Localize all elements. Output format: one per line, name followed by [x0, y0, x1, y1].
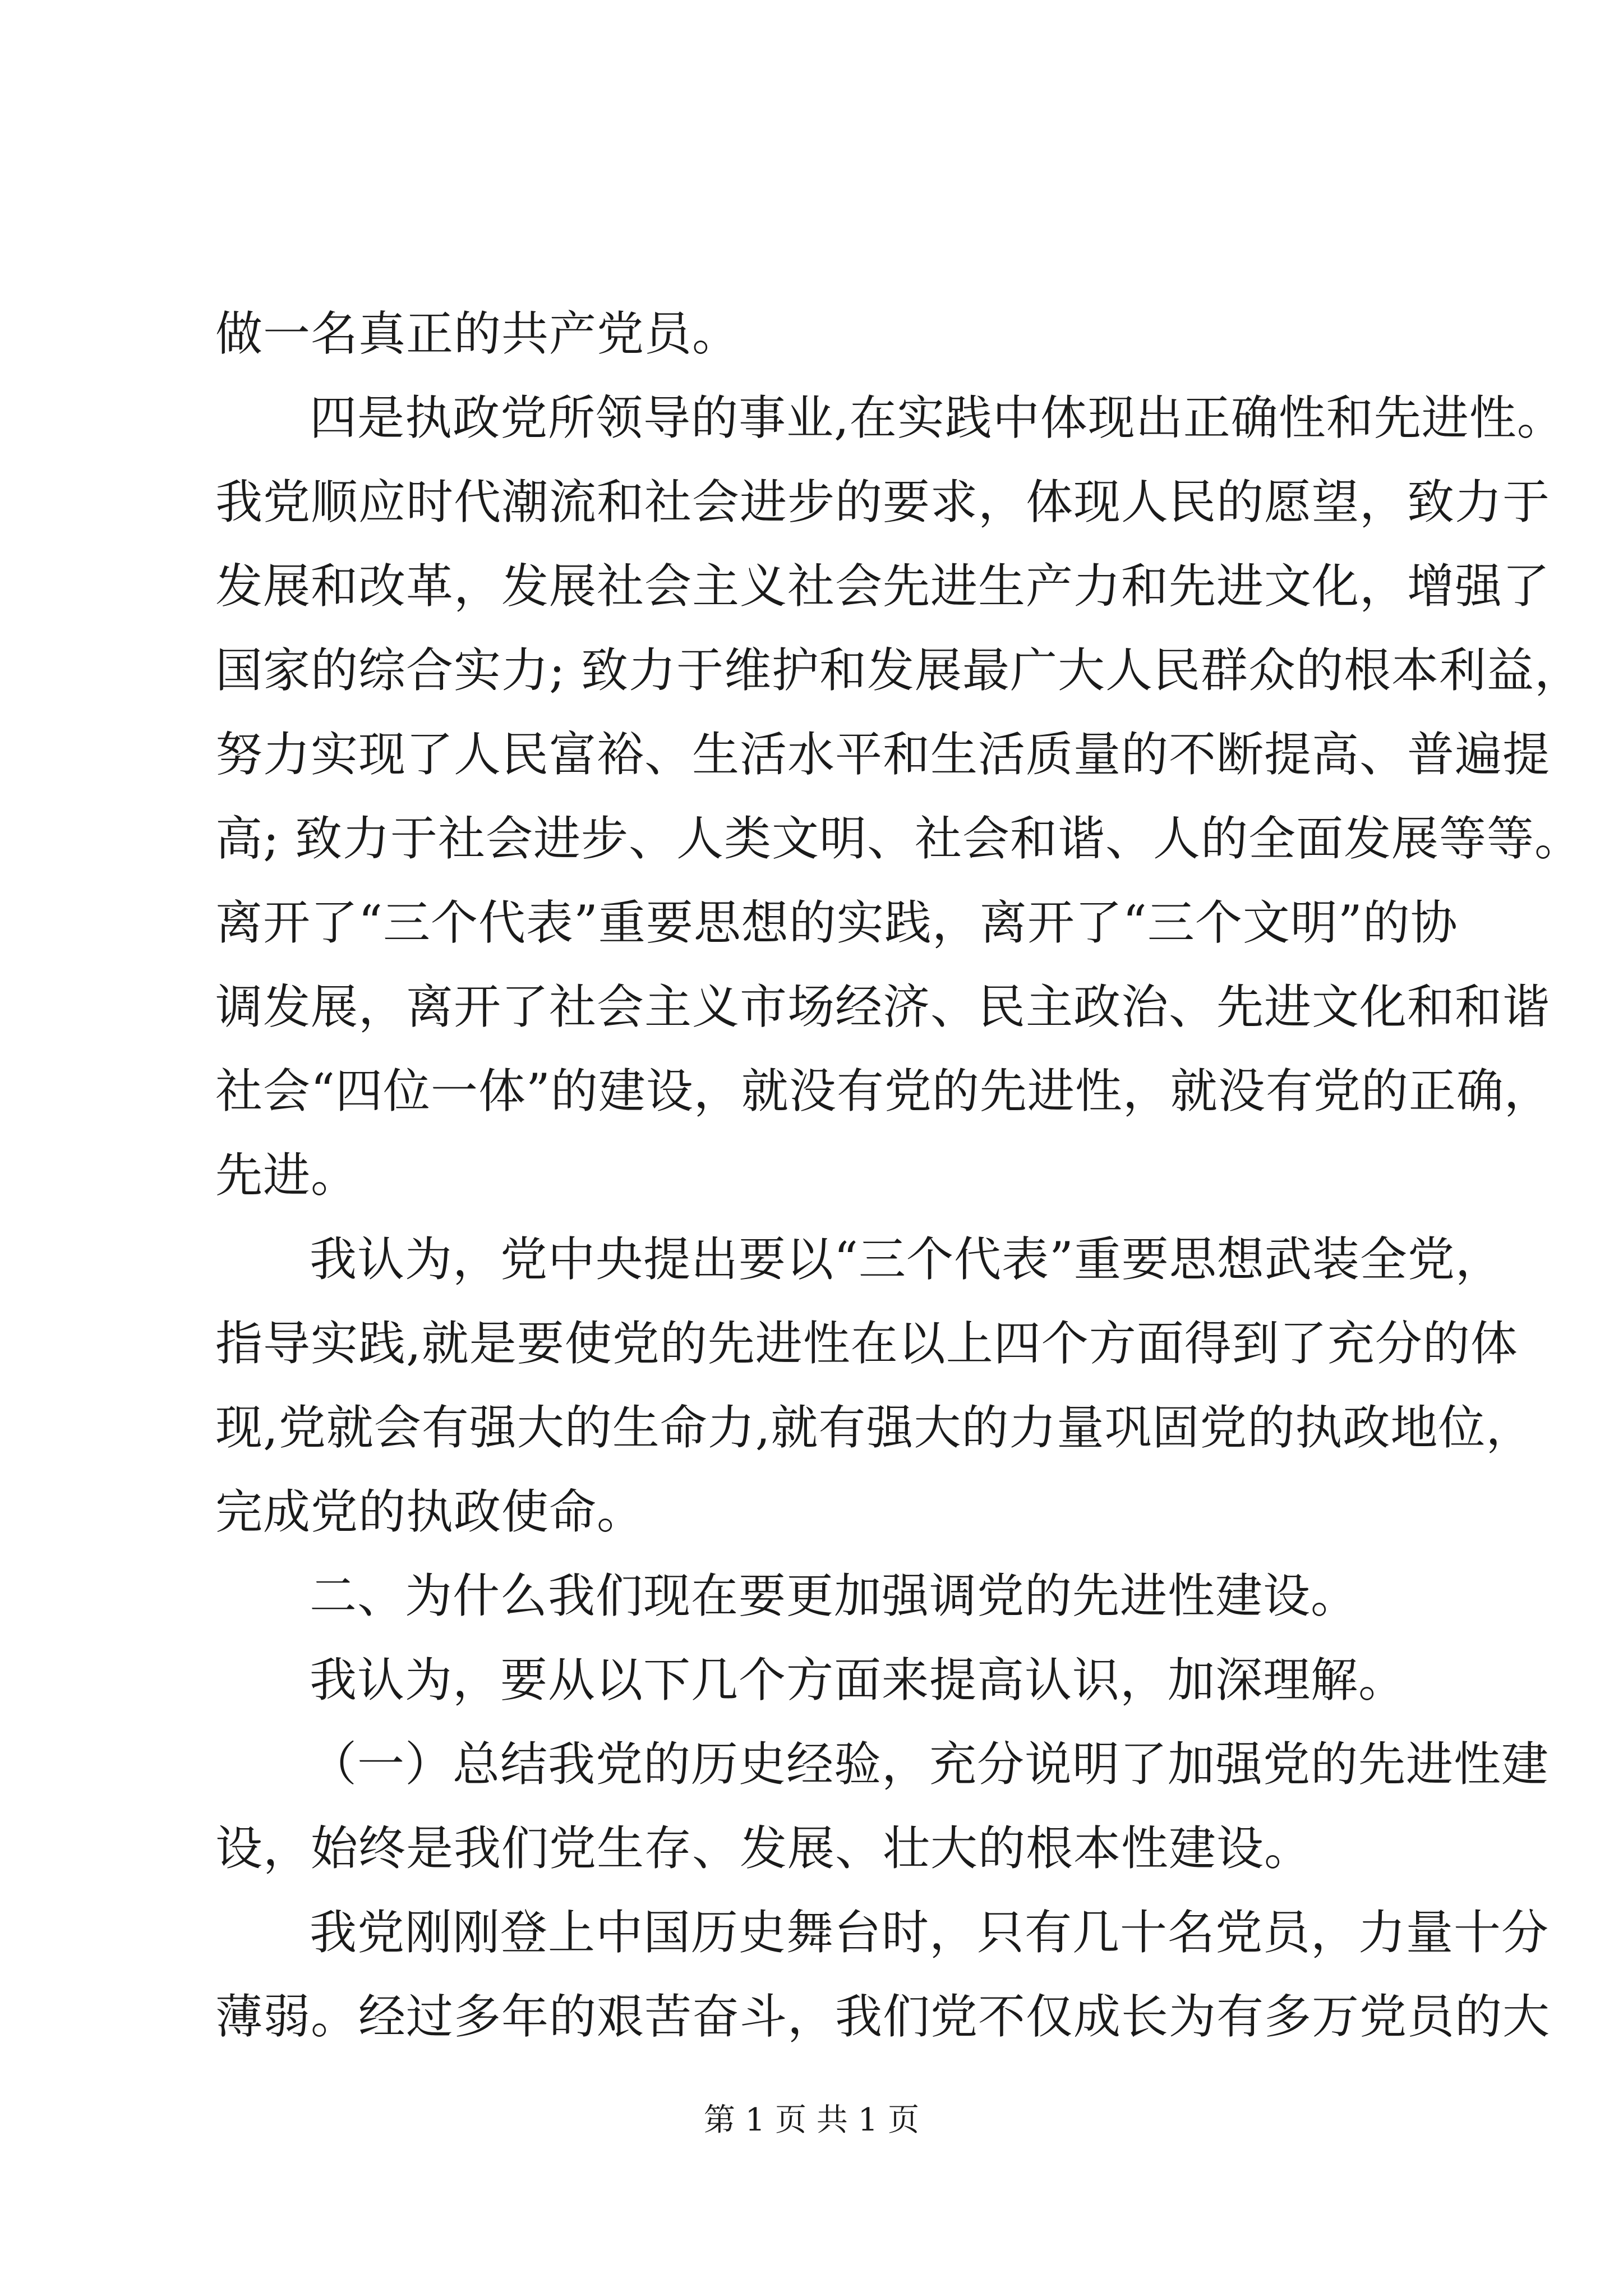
text-line: 社会“四位一体”的建设，就没有党的先进性，就没有党的正确，	[215, 1064, 1552, 1119]
text-line: 发展和改革，发展社会主义社会先进生产力和先进文化，增强了	[215, 559, 1551, 614]
text-line: 国家的综合实力; 致力于维护和发展最广大人民群众的根本利益，	[215, 643, 1583, 698]
text-line: 调发展，离开了社会主义市场经济、民主政治、先进文化和和谐	[215, 979, 1551, 1034]
text-line: （一）总结我党的历史经验，充分说明了加强党的先进性建	[310, 1737, 1550, 1792]
text-line: 做一名真正的共产党员。	[215, 306, 740, 361]
text-line: 指导实践,就是要使党的先进性在以上四个方面得到了充分的体	[215, 1316, 1518, 1371]
text-line: 努力实现了人民富裕、生活水平和生活质量的不断提高、普遍提	[215, 727, 1551, 782]
text-line: 完成党的执政使命。	[215, 1484, 645, 1539]
text-line: 我认为，党中央提出要以“三个代表”重要思想武装全党，	[310, 1232, 1503, 1287]
text-line: 薄弱。经过多年的艰苦奋斗，我们党不仅成长为有多万党员的大	[215, 1989, 1551, 2044]
text-line: 先进。	[215, 1148, 359, 1203]
text-line: 现,党就会有强大的生命力,就有强大的力量巩固党的执政地位，	[215, 1400, 1534, 1455]
page-footer: 第 1 页 共 1 页	[703, 2102, 920, 2138]
text-line: 设，始终是我们党生存、发展、壮大的根本性建设。	[215, 1821, 1312, 1876]
text-line: 我党刚刚登上中国历史舞台时，只有几十名党员，力量十分	[310, 1905, 1550, 1960]
text-line: 我认为，要从以下几个方面来提高认识，加深理解。	[310, 1653, 1407, 1708]
text-line: 高; 致力于社会进步、人类文明、社会和谐、人的全面发展等等。	[215, 811, 1583, 866]
text-line: 我党顺应时代潮流和社会进步的要求，体现人民的愿望，致力于	[215, 475, 1551, 530]
text-line: 二、为什么我们现在要更加强调党的先进性建设。	[310, 1568, 1359, 1623]
text-line: 四是执政党所领导的事业,在实践中体现出正确性和先进性。	[310, 390, 1565, 445]
text-line: 离开了“三个代表”重要思想的实践，离开了“三个文明”的协	[215, 895, 1458, 950]
